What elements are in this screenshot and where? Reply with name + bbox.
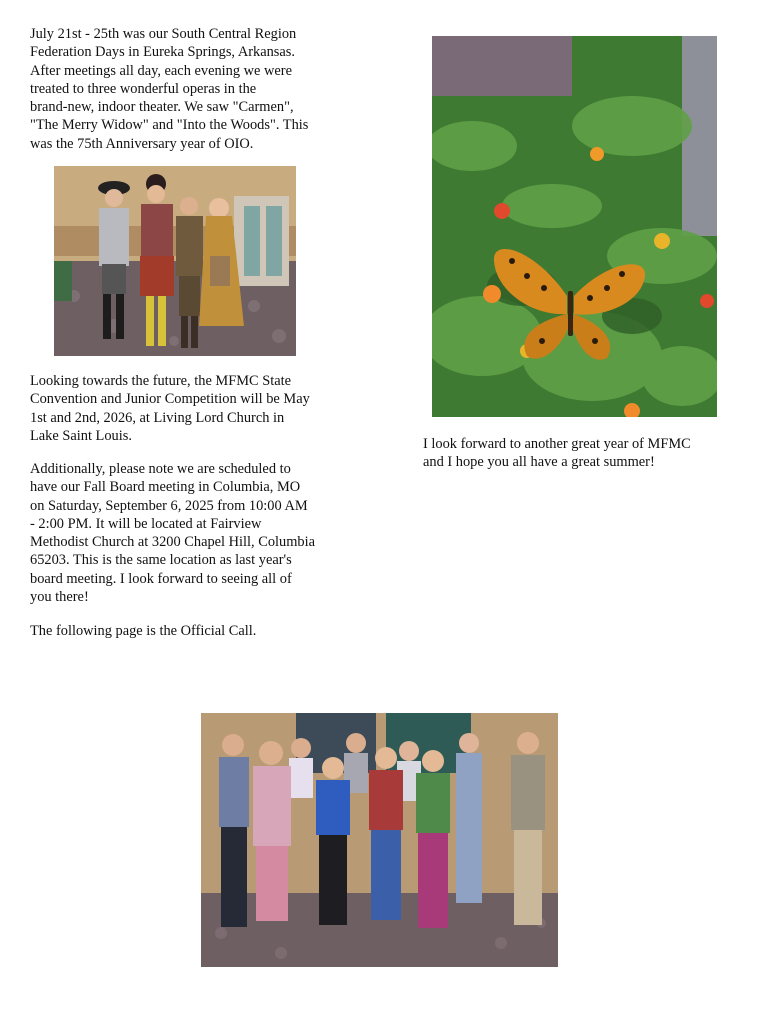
- official-call-paragraph: The following page is the Official Call.: [30, 623, 257, 639]
- state-convention-paragraph: Looking towards the future, the MFMC State Convention and Junior Competition will be May 1st and 2nd, 2026, at Living Lord Church in Lake Saint Louis.: [30, 373, 310, 444]
- federation-days-paragraph: July 21st - 25th was our South Central Region Federation Days in Eureka Springs, Arkansas. After meetings all day, each evening we were treated to three wonderful operas in the brand-new, indoor theater. We saw "Carmen", "The Merry Widow" and "Into the Woods". This was the 75th Anniversary year of OIO.: [30, 26, 309, 152]
- butterfly-photo: [432, 36, 717, 417]
- fall-board-paragraph: Additionally, please note we are scheduled to have our Fall Board meeting in Columbia, MO on Saturday, September 6, 2025 from 10:00 AM - 2:00 PM. It will be located at Fairview Methodist Church at 3200 Chapel Hill, Columbia 65203. This is the same location as last year's board meeting. I look forward to seeing all of you there!: [30, 461, 315, 606]
- group-photo: [201, 713, 558, 967]
- closing-paragraph: I look forward to another great year of MFMC and I hope you all have a great summer!: [423, 436, 691, 471]
- opera-cast-photo: [54, 166, 296, 356]
